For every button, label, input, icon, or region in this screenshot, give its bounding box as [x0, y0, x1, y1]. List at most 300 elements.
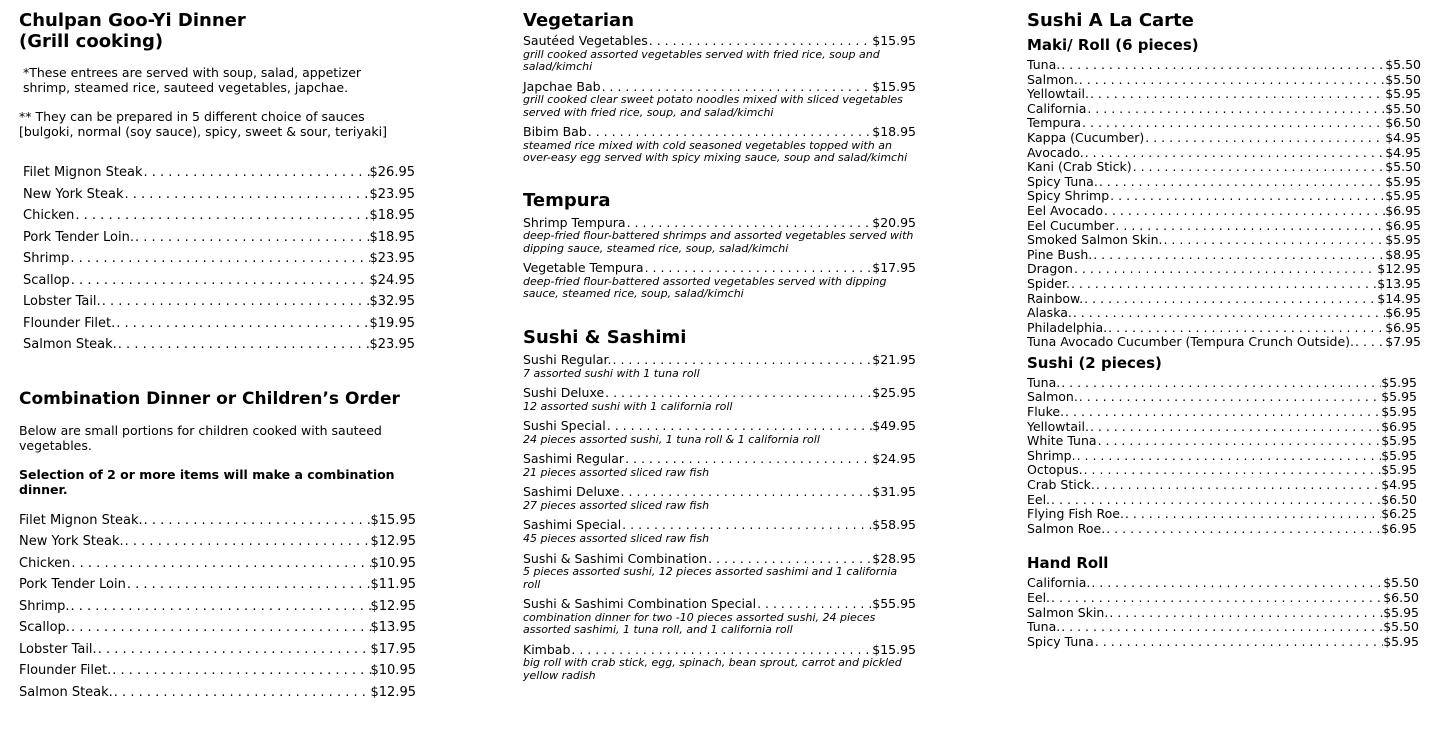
item-price: $24.95 — [369, 272, 415, 288]
item-description: steamed rice mixed with cold seasoned vegetables topped with an over-easy egg served with spicy mixing sauce, soup and salad/kimchi — [523, 138, 908, 165]
item-price: $18.95 — [369, 229, 415, 245]
item-name: Eel. — [1027, 491, 1051, 507]
item-price: $19.95 — [369, 315, 415, 331]
menu-item-row — [1027, 73, 1421, 88]
item-price: $14.95 — [1377, 290, 1421, 306]
dot-leader — [115, 313, 369, 335]
item-price: $4.95 — [1385, 144, 1421, 160]
menu-item-row — [1027, 160, 1421, 175]
item-price: $5.50 — [1383, 575, 1419, 591]
item-price: $23.95 — [369, 337, 415, 352]
menu-item-row — [19, 617, 416, 639]
combo-item-list — [19, 510, 416, 704]
item-name: California — [1027, 100, 1087, 116]
item-price: $15.95 — [872, 33, 916, 48]
dot-leader — [587, 125, 872, 140]
sushi-2-item-list — [1027, 376, 1417, 537]
item-name: Sushi & Sashimi Combination Special — [523, 596, 757, 612]
menu-item-row — [1027, 131, 1421, 146]
item-name: Salmon. — [1027, 71, 1078, 87]
menu-item-row — [19, 531, 416, 553]
menu-item-row — [1027, 175, 1421, 190]
dot-leader — [1070, 277, 1377, 292]
a-la-carte-column — [1027, 0, 1427, 649]
item-price: $5.95 — [1381, 462, 1417, 478]
dot-leader — [113, 682, 371, 704]
menu-item — [523, 353, 916, 380]
item-name: Pork Tender Loin. — [23, 229, 134, 245]
item-name: Kani (Crab Stick) — [1027, 159, 1132, 175]
item-description: deep-fried flour-battered assorted vegetables served with dipping sauce, steamed rice, soup, salad/kimchi — [523, 274, 887, 301]
dot-leader — [1098, 175, 1385, 190]
dot-leader — [1076, 449, 1382, 464]
item-name: Sashimi Deluxe — [523, 484, 620, 500]
menu-item — [1027, 87, 1421, 102]
dot-leader — [624, 452, 872, 467]
dot-leader — [1108, 606, 1383, 621]
dot-leader — [1144, 131, 1385, 146]
item-name: Sashimi Regular — [523, 451, 625, 467]
item-price: $12.95 — [1377, 261, 1421, 277]
item-price: $58.95 — [872, 517, 916, 533]
dot-leader — [1105, 522, 1381, 537]
menu-item-row — [1027, 390, 1417, 405]
menu-item — [1027, 478, 1417, 493]
menu-item-row — [1027, 306, 1421, 321]
item-name: Spider. — [1027, 275, 1070, 291]
item-name: Spicy Tuna. — [1027, 173, 1098, 189]
menu-item-row — [19, 596, 416, 618]
menu-item — [23, 248, 415, 270]
menu-item — [1027, 493, 1417, 508]
item-price: $5.95 — [1381, 374, 1417, 390]
dot-leader — [1089, 420, 1381, 435]
dot-leader — [1073, 262, 1377, 277]
item-price: $5.95 — [1385, 86, 1421, 102]
item-name: Flounder Filet. — [19, 663, 112, 678]
menu-item-row — [1027, 87, 1421, 102]
menu-item — [1027, 262, 1421, 277]
dot-leader — [1072, 306, 1385, 321]
item-name: Filet Mignon Steak. — [19, 512, 143, 528]
dot-leader — [570, 643, 872, 658]
dot-leader — [1050, 493, 1381, 508]
menu-item — [19, 596, 416, 618]
menu-item — [1027, 233, 1421, 248]
dot-leader — [1097, 434, 1382, 449]
item-price: $6.95 — [1385, 319, 1421, 335]
item-name: White Tuna — [1027, 433, 1097, 449]
maki-title: Maki/ Roll (6 pieces) — [1027, 36, 1199, 54]
dot-leader — [1083, 463, 1382, 478]
item-price: $15.95 — [872, 78, 916, 94]
menu-item-row — [1027, 277, 1421, 292]
dot-leader — [1078, 390, 1381, 405]
maki-item-list — [1027, 58, 1421, 350]
item-price: $5.50 — [1385, 100, 1421, 116]
menu-item — [19, 682, 416, 704]
item-name: Salmon Skin. — [1027, 604, 1109, 620]
dot-leader — [117, 334, 370, 356]
grill-note-1: *These entrees are served with soup, salad, appetizer shrimp, steamed rice, sauteed vegetables, japchae. — [23, 65, 362, 95]
item-price: $12.95 — [370, 598, 416, 614]
menu-item-row — [1027, 376, 1417, 391]
dot-leader — [604, 386, 872, 401]
menu-item-row — [523, 597, 916, 612]
item-price: $6.25 — [1381, 506, 1417, 522]
item-price: $4.95 — [1381, 477, 1417, 493]
menu-item — [1027, 335, 1421, 350]
menu-item-row — [1027, 635, 1419, 650]
menu-item-row — [523, 552, 916, 567]
dot-leader — [143, 510, 371, 532]
dot-leader — [1060, 376, 1381, 391]
item-price: $6.95 — [1385, 217, 1421, 233]
menu-item-row — [19, 553, 416, 575]
item-price: $17.95 — [370, 641, 416, 657]
combo-note: Below are small portions for children cooked with sauteed vegetables. — [19, 422, 382, 453]
dot-leader — [1084, 146, 1385, 161]
menu-item — [1027, 189, 1421, 204]
item-price: $11.95 — [370, 577, 416, 592]
dot-leader — [1092, 248, 1385, 263]
menu-item — [523, 34, 916, 74]
menu-item-row — [523, 643, 916, 658]
item-description: 24 pieces assorted sushi, 1 tuna roll & 1 california roll — [523, 432, 820, 446]
menu-item — [19, 639, 416, 661]
menu-item — [19, 510, 416, 532]
menu-item — [23, 291, 415, 313]
menu-item — [1027, 116, 1421, 131]
item-price: $18.95 — [872, 124, 916, 140]
menu-item-row — [19, 639, 416, 661]
menu-item — [1027, 175, 1421, 190]
menu-item — [1027, 635, 1419, 650]
menu-item — [1027, 248, 1421, 263]
dot-leader — [1095, 478, 1381, 493]
entree-column — [523, 0, 923, 688]
menu-item-row — [523, 518, 916, 533]
dot-leader — [606, 419, 872, 434]
item-price: $5.95 — [1381, 447, 1417, 463]
item-price: $5.50 — [1385, 57, 1421, 72]
item-name: Sushi & Sashimi Combination — [523, 550, 708, 566]
menu-item — [523, 261, 916, 301]
hand-roll-item-list — [1027, 576, 1419, 649]
item-price: $6.50 — [1383, 590, 1419, 605]
item-name: Eel. — [1027, 590, 1051, 605]
dot-leader — [70, 617, 371, 639]
item-name: Salmon Steak. — [23, 337, 117, 352]
menu-item — [19, 617, 416, 639]
item-name: Scallop — [23, 272, 70, 288]
menu-item — [23, 205, 415, 227]
item-name: Shrimp. — [19, 598, 70, 614]
menu-item — [1027, 390, 1417, 405]
item-price: $5.95 — [1381, 404, 1417, 420]
item-name: Philadelphia. — [1027, 319, 1108, 335]
menu-item — [23, 162, 415, 184]
item-name: Salmon Steak. — [19, 684, 113, 700]
menu-item-row — [1027, 449, 1417, 464]
dot-leader — [70, 553, 370, 575]
dot-leader — [1064, 405, 1381, 420]
item-price: $23.95 — [369, 251, 415, 266]
combo-note-bold: Selection of 2 or more items will make a combination dinner. — [19, 466, 395, 497]
menu-item — [1027, 576, 1419, 591]
item-name: Japchae Bab — [523, 78, 601, 94]
item-name: Chicken — [19, 555, 71, 571]
hand-roll-title: Hand Roll — [1027, 554, 1109, 573]
item-name: Avocado. — [1027, 144, 1084, 160]
menu-item-row — [1027, 335, 1421, 350]
menu-item — [523, 125, 916, 165]
tempura-item-list — [523, 216, 916, 301]
item-price: $6.50 — [1381, 491, 1417, 507]
dot-leader — [97, 639, 371, 661]
menu-item — [1027, 321, 1421, 336]
dot-leader — [1107, 321, 1385, 336]
menu-item-row — [1027, 620, 1419, 635]
item-price: $21.95 — [872, 351, 916, 367]
menu-item-row — [1027, 116, 1421, 131]
menu-item-row — [523, 216, 916, 231]
menu-item-row — [523, 452, 916, 467]
item-price: $8.95 — [1385, 246, 1421, 262]
menu-item — [1027, 434, 1417, 449]
menu-item — [523, 485, 916, 512]
dot-leader — [126, 574, 371, 596]
dot-leader — [134, 227, 370, 249]
dot-leader — [1050, 591, 1383, 606]
item-name: Flying Fish Roe. — [1027, 506, 1124, 522]
menu-item — [1027, 420, 1417, 435]
item-description: 7 assorted sushi with 1 tuna roll — [523, 366, 700, 380]
menu-item — [19, 660, 416, 682]
item-description: 12 assorted sushi with 1 california roll — [523, 399, 733, 413]
menu-item-row — [1027, 321, 1421, 336]
menu-item-row — [23, 162, 415, 184]
item-name: California. — [1027, 575, 1091, 591]
item-price: $5.95 — [1381, 389, 1417, 405]
dot-leader — [70, 270, 370, 292]
menu-item — [1027, 376, 1417, 391]
menu-item-row — [523, 261, 916, 276]
item-price: $32.95 — [369, 294, 415, 309]
menu-item-row — [19, 682, 416, 704]
dot-leader — [111, 660, 370, 682]
dot-leader — [69, 248, 369, 270]
menu-item — [1027, 591, 1419, 606]
menu-item-row — [523, 419, 916, 434]
menu-item — [523, 216, 916, 256]
menu-item-row — [1027, 146, 1421, 161]
menu-item — [23, 227, 415, 249]
grill-item-list — [19, 162, 415, 356]
menu-item-row — [1027, 204, 1421, 219]
dot-leader — [1090, 576, 1383, 591]
menu-item — [523, 552, 916, 592]
menu-item-row — [1027, 262, 1421, 277]
dot-leader — [1109, 189, 1385, 204]
item-name: Pine Bush. — [1027, 246, 1093, 262]
item-price: $5.50 — [1385, 159, 1421, 175]
item-price: $26.95 — [369, 165, 415, 180]
item-name: Sushi Special — [523, 418, 606, 434]
item-price: $5.95 — [1385, 232, 1421, 248]
menu-item — [1027, 204, 1421, 219]
menu-item-row — [1027, 58, 1421, 73]
item-name: Kimbab — [523, 641, 571, 657]
item-price: $31.95 — [872, 484, 916, 500]
dot-leader — [70, 596, 371, 618]
menu-item-row — [1027, 248, 1421, 263]
vegetarian-item-list — [523, 34, 916, 165]
menu-item — [1027, 620, 1419, 635]
item-price: $15.95 — [370, 512, 416, 528]
item-price: $13.95 — [370, 620, 416, 635]
menu-item — [1027, 306, 1421, 321]
item-price: $10.95 — [370, 555, 416, 571]
item-price: $6.50 — [1385, 115, 1421, 131]
item-name: Tuna Avocado Cucumber (Tempura Crunch Outside). — [1027, 334, 1355, 350]
dot-leader — [1162, 233, 1385, 248]
item-price: $55.95 — [872, 596, 916, 612]
menu-item — [523, 419, 916, 446]
tempura-title: Tempura — [523, 189, 611, 211]
menu-item-row — [523, 80, 916, 95]
item-name: Scallop. — [19, 620, 70, 635]
menu-item-row — [19, 574, 416, 596]
menu-item — [1027, 292, 1421, 307]
item-name: Flounder Filet. — [23, 315, 116, 331]
item-name: Filet Mignon Steak — [23, 165, 143, 180]
item-description: 27 pieces assorted sliced raw fish — [523, 498, 710, 512]
item-name: Kappa (Cucumber) — [1027, 129, 1145, 145]
menu-item — [1027, 507, 1417, 522]
item-name: Alaska. — [1027, 305, 1072, 321]
item-name: Eel Avocado — [1027, 202, 1104, 218]
sushi-2-title: Sushi (2 pieces) — [1027, 353, 1162, 372]
menu-item-row — [23, 184, 415, 206]
menu-item-row — [1027, 189, 1421, 204]
item-name: Sushi Deluxe — [523, 385, 605, 401]
item-price: $6.95 — [1385, 305, 1421, 321]
item-name: Tuna. — [1027, 57, 1061, 72]
item-name: Sashimi Special — [523, 517, 622, 533]
dot-leader — [1132, 160, 1386, 175]
item-name: Lobster Tail. — [23, 294, 101, 309]
menu-item-row — [23, 248, 415, 270]
item-price: $15.95 — [872, 641, 916, 657]
menu-item-row — [23, 227, 415, 249]
menu-item-row — [1027, 591, 1419, 606]
menu-item-row — [523, 353, 916, 368]
menu-item — [19, 553, 416, 575]
dot-leader — [1060, 58, 1385, 73]
grill-column — [19, 0, 419, 703]
item-price: $7.95 — [1385, 334, 1421, 350]
item-name: New York Steak. — [19, 534, 124, 549]
menu-item — [1027, 522, 1417, 537]
menu-item — [523, 518, 916, 545]
menu-item — [1027, 102, 1421, 117]
item-name: Shrimp — [23, 251, 70, 266]
grill-title — [19, 10, 419, 52]
item-description: combination dinner for two -10 pieces assorted sushi, 24 pieces assorted sashimi, 1 tuna roll, and 1 california roll — [523, 610, 876, 637]
item-name: Fluke. — [1027, 404, 1065, 420]
dot-leader — [1060, 620, 1383, 635]
item-name: Sushi Regular. — [523, 351, 612, 367]
menu-item-row — [23, 270, 415, 292]
menu-item-row — [19, 660, 416, 682]
item-price: $5.95 — [1383, 633, 1419, 649]
item-name: Salmon. — [1027, 389, 1078, 405]
item-description: 5 pieces assorted sushi, 12 pieces assorted sashimi and 1 california roll — [523, 565, 898, 591]
dot-leader — [1354, 335, 1385, 350]
menu-item — [1027, 463, 1417, 478]
item-description: deep-fried flour-battered shrimps and assorted vegetables served with dipping sauce, steamed rice, soup, salad/kimchi — [523, 229, 914, 255]
item-name: Bibim Bab — [523, 124, 587, 140]
item-name: Smoked Salmon Skin. — [1027, 232, 1163, 248]
item-name: Tempura — [1027, 115, 1082, 131]
item-name: New York Steak — [23, 186, 124, 202]
menu-item-row — [523, 125, 916, 140]
dot-leader — [626, 216, 873, 231]
menu-item-row — [1027, 522, 1417, 537]
item-name: Pork Tender Loin — [19, 577, 126, 592]
item-name: Spicy Shrimp — [1027, 188, 1110, 204]
item-name: Rainbow. — [1027, 290, 1084, 306]
menu-item-row — [1027, 219, 1421, 234]
item-name: Eel Cucumber — [1027, 217, 1115, 233]
dot-leader — [707, 552, 872, 567]
menu-item-row — [1027, 434, 1417, 449]
item-price: $6.95 — [1381, 418, 1417, 434]
item-name: Crab Stick. — [1027, 477, 1095, 493]
dot-leader — [1114, 219, 1385, 234]
item-name: Shrimp. — [1027, 447, 1076, 463]
menu-item — [523, 452, 916, 479]
menu-item-row — [23, 313, 415, 335]
item-price: $12.95 — [370, 534, 416, 549]
item-name: Octopus. — [1027, 462, 1083, 478]
dot-leader — [1103, 204, 1385, 219]
dot-leader — [124, 184, 370, 206]
dot-leader — [601, 80, 873, 95]
a-la-carte-title: Sushi A La Carte — [1027, 10, 1194, 31]
item-name: Shrimp Tempura — [523, 214, 626, 230]
menu-item — [1027, 606, 1419, 621]
menu-item — [1027, 449, 1417, 464]
menu-item — [19, 574, 416, 596]
dot-leader — [124, 531, 371, 553]
item-price: $5.50 — [1383, 619, 1419, 635]
combo-title: Combination Dinner or Children’s Order — [19, 388, 400, 409]
item-price: $23.95 — [369, 186, 415, 202]
item-name: Tuna. — [1027, 374, 1061, 390]
item-price: $20.95 — [872, 214, 916, 230]
menu-item — [1027, 277, 1421, 292]
item-name: Tuna. — [1027, 619, 1061, 635]
item-price: $6.95 — [1385, 202, 1421, 218]
item-name: Vegetable Tempura — [523, 260, 644, 276]
menu-item — [19, 531, 416, 553]
item-price: $12.95 — [370, 684, 416, 700]
menu-item — [1027, 58, 1421, 73]
item-price: $5.95 — [1385, 173, 1421, 189]
dot-leader — [644, 261, 873, 276]
